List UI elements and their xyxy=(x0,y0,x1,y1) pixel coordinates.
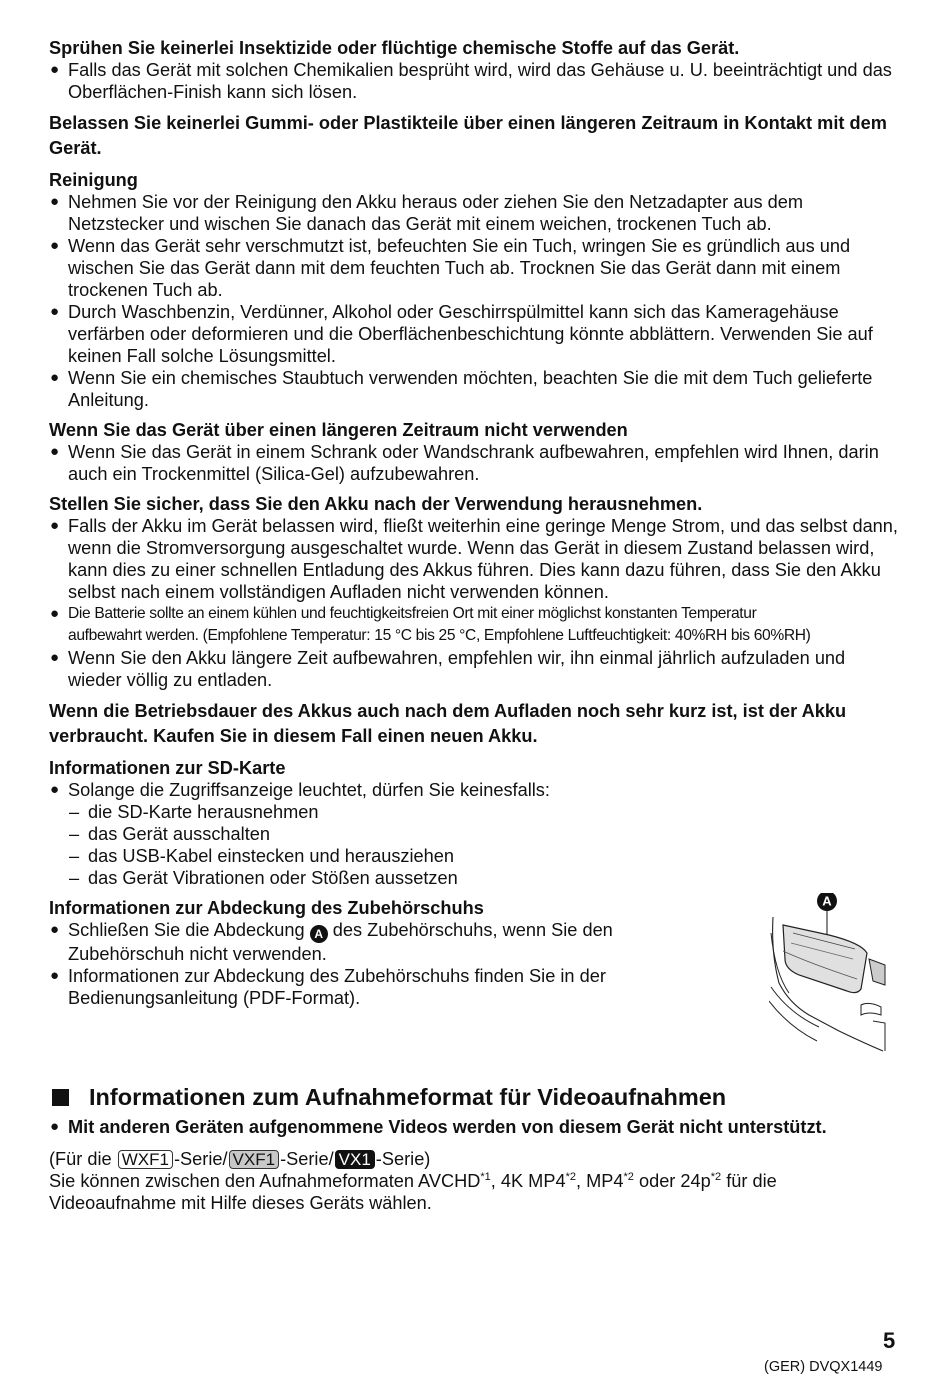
sd-list xyxy=(49,779,901,801)
bullet-icon: ● xyxy=(50,967,60,984)
bullet-icon: ● xyxy=(50,193,60,210)
list-item: – das Gerät ausschalten xyxy=(69,824,270,844)
storage-heading: Wenn Sie das Gerät über einen längeren Zeitraum nicht verwenden xyxy=(49,420,628,440)
list-item: ● Solange die Zugriffsanzeige leuchtet, dürfen Sie keinesfalls: xyxy=(50,780,550,800)
label-a: A xyxy=(822,893,832,909)
format-section-title: Informationen zum Aufnahmeformat für Videoaufnahmen xyxy=(49,1082,901,1112)
sd-dash-list xyxy=(49,801,901,889)
list-item: – das Gerät Vibrationen oder Stößen aussetzen xyxy=(69,868,458,888)
list-item: ● Mit anderen Geräten aufgenommene Videos werden von diesem Gerät nicht unterstützt. xyxy=(50,1117,827,1137)
list-item: ● Die Batterie sollte an einem kühlen und feuchtigkeitsfreien Ort mit einer möglichst konstanten Temperatur aufbewahrt werden. (Empfohlene Temperatur: 15 °C bis 25 °C, Empfohlene Luftfeuchtigkeit: 40%RH bis 60%RH) xyxy=(50,605,811,644)
page-number: 5 xyxy=(883,1328,896,1353)
format-options-line: Sie können zwischen den Aufnahmeformaten AVCHD$^{*1}$, 4K MP4$^{*2}$, MP4$^{*2}$ oder $24p^{*2}$ für die xyxy=(49,1170,777,1191)
document-page xyxy=(49,37,901,1214)
shoe-list xyxy=(49,919,669,1009)
storage-list xyxy=(49,441,901,485)
series-line: (Für die WXF1 -Serie/ VXF1 -Serie/ VX1 -Serie) xyxy=(49,1149,431,1169)
series-tag-wxf1: WXF1 xyxy=(118,1150,173,1169)
dash-icon: – xyxy=(69,846,80,866)
insecticide-warning: Sprühen Sie keinerlei Insektizide oder flüchtige chemische Stoffe auf das Gerät. xyxy=(49,38,740,58)
insecticide-list xyxy=(49,59,901,103)
square-bullet-icon xyxy=(52,1089,69,1106)
dash-icon: – xyxy=(69,802,80,822)
series-tag-vxf1: VXF1 xyxy=(229,1150,280,1169)
list-item: ● Falls der Akku im Gerät belassen wird, fließt weiterhin eine geringe Menge Strom, und das selbst dann, wenn die Stromversorgung ausgeschaltet wurde. Wenn das Gerät in diesem Zustand belassen wird, kann dies zu einer schnellen Entladung des Akkus führen. Dies kann dazu führen, dass Sie den Akku selbst nach einem vollständigen Aufladen nicht verwenden können. xyxy=(50,516,898,602)
bullet-icon: ● xyxy=(50,61,60,78)
shoe-heading: Informationen zur Abdeckung des Zubehörschuhs xyxy=(49,898,484,918)
rubber-warning: Belassen Sie keinerlei Gummi- oder Plastikteile über einen längeren Zeitraum in Kontakt mit dem Gerät. xyxy=(49,113,887,158)
bullet-icon: ● xyxy=(50,237,60,254)
marker-a-icon: A xyxy=(310,925,328,943)
list-item: ● Wenn das Gerät sehr verschmutzt ist, befeuchten Sie ein Tuch, wringen Sie es gründlich aus und wischen Sie das Gerät dann mit dem feuchten Tuch ab. Trocknen Sie das Gerät dann mit einem trockenen Tuch ab. xyxy=(50,236,851,300)
bullet-icon: ● xyxy=(50,303,60,320)
list-item: ● Informationen zur Abdeckung des Zubehörschuhs finden Sie in der Bedienungsanleitung (PDF-Format). xyxy=(50,966,606,1008)
list-item: ● Wenn Sie ein chemisches Staubtuch verwenden möchten, beachten Sie die mit dem Tuch gelieferte Anleitung. xyxy=(50,368,873,410)
list-item: ● Durch Waschbenzin, Verdünner, Alkohol oder Geschirrspülmittel kann sich das Kameragehäuse verfärben oder deformieren und die Oberflächenbeschichtung könnte abblättern. Verwenden Sie auf keinen Fall solche Lösungsmittel. xyxy=(50,302,873,366)
dash-icon: – xyxy=(69,824,80,844)
document-code: (GER) DVQX1449 xyxy=(764,1359,883,1375)
bullet-icon: ● xyxy=(50,921,60,938)
list-item: ● Wenn Sie den Akku längere Zeit aufbewahren, empfehlen wir, ihn einmal jährlich aufzuladen und wieder völlig zu entladen. xyxy=(50,648,846,690)
bullet-icon: ● xyxy=(50,649,60,666)
sd-heading: Informationen zur SD-Karte xyxy=(49,758,286,778)
shoe-section xyxy=(49,893,901,1009)
cleaning-list xyxy=(49,191,901,411)
list-item: – das USB-Kabel einstecken und herausziehen xyxy=(69,846,455,866)
list-item: ● Schließen Sie die Abdeckung A des Zubehörschuhs, wenn Sie den Zubehörschuh nicht verwenden. xyxy=(50,920,613,964)
list-item: ● Falls das Gerät mit solchen Chemikalien besprüht wird, wird das Gehäuse u. U. beeinträchtigt und das Oberflächen-Finish kann sich lösen. xyxy=(50,60,892,102)
dash-icon: – xyxy=(69,868,80,888)
bullet-icon: ● xyxy=(50,781,60,798)
list-item: ● Nehmen Sie vor der Reinigung den Akku heraus oder ziehen Sie den Netzadapter aus dem Netzstecker und wischen Sie danach das Gerät mit einem weichen, trockenen Tuch ab. xyxy=(50,192,804,234)
cleaning-heading: Reinigung xyxy=(49,170,138,190)
bullet-icon: ● xyxy=(50,443,60,460)
series-tag-vx1: VX1 xyxy=(335,1150,375,1169)
list-item: – die SD-Karte herausnehmen xyxy=(69,802,319,822)
list-item: ● Wenn Sie das Gerät in einem Schrank oder Wandschrank aufbewahren, empfehlen wird Ihnen, darin auch ein Trockenmittel (Silica-Gel) aufzubewahren. xyxy=(50,442,879,484)
format-options-line-2: Videoaufnahme mit Hilfe dieses Geräts wählen. xyxy=(49,1193,432,1213)
bullet-icon: ● xyxy=(50,369,60,386)
format-list xyxy=(49,1116,901,1138)
battery-list xyxy=(49,515,901,691)
bullet-icon: ● xyxy=(50,517,60,534)
bullet-icon: ● xyxy=(50,605,59,622)
battery-heading: Stellen Sie sicher, dass Sie den Akku nach der Verwendung herausnehmen. xyxy=(49,494,703,514)
bullet-icon: ● xyxy=(50,1118,60,1135)
battery-life-warning: Wenn die Betriebsdauer des Akkus auch nach dem Aufladen noch sehr kurz ist, ist der Akku verbraucht. Kaufen Sie in diesem Fall einen neuen Akku. xyxy=(49,701,847,746)
accessory-shoe-illustration xyxy=(769,893,887,1053)
